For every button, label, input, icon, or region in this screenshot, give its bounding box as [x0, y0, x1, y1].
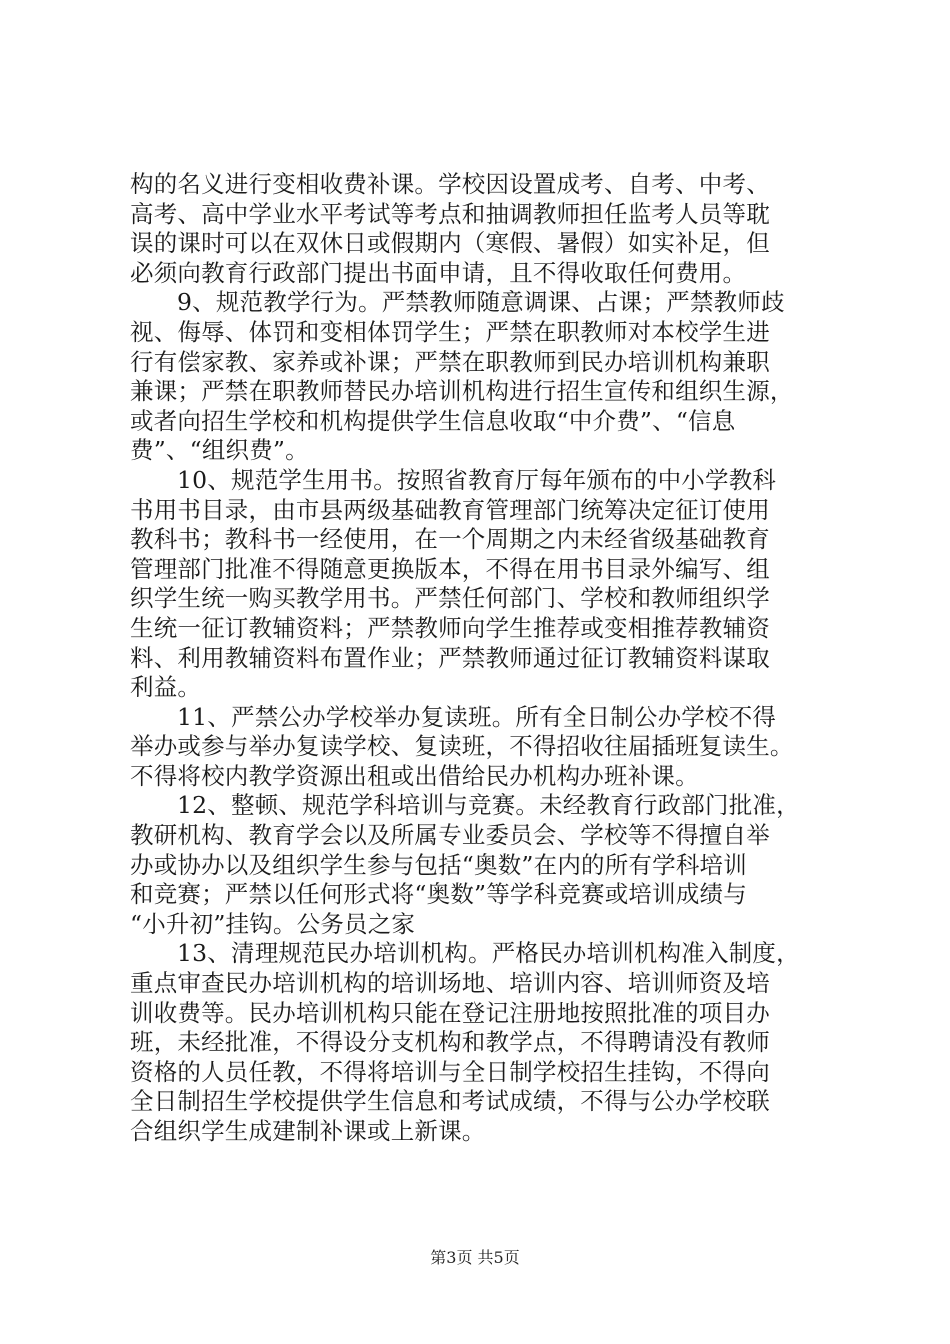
- paragraph-item-12: [130, 791, 830, 939]
- text-line: 必须向教育行政部门提出书面申请，且不得收取任何费用。: [130, 258, 747, 287]
- text-line: “小升初”挂钩。公务员之家: [130, 909, 416, 938]
- text-line: 或者向招生学校和机构提供学生信息收取“中介费”、“信息: [130, 406, 736, 435]
- text-line: 13、清理规范民办培训机构。严格民办培训机构准入制度，: [177, 939, 800, 968]
- paragraph-item-9: [130, 288, 830, 466]
- text-line: 教科书；教科书一经使用，在一个周期之内未经省级基础教育: [130, 525, 770, 554]
- text-line: 10、规范学生用书。按照省教育厅每年颁布的中小学教科: [177, 465, 777, 494]
- text-line: 兼课；严禁在职教师替民办培训机构进行招生宣传和组织生源，: [130, 377, 794, 406]
- text-line: 行有偿家教、家养或补课；严禁在职教师到民办培训机构兼职: [130, 347, 770, 376]
- text-line: 生统一征订教辅资料；严禁教师向学生推荐或变相推荐教辅资: [130, 613, 770, 642]
- text-line: 11、严禁公办学校举办复读班。所有全日制公办学校不得: [177, 702, 777, 731]
- text-line: 不得将校内教学资源出租或出借给民办机构办班补课。: [130, 761, 699, 790]
- paragraph-item-11: [130, 703, 830, 792]
- text-line: 误的课时可以在双休日或假期内（寒假、暑假）如实补足，但: [130, 229, 770, 258]
- text-line: 管理部门批准不得随意更换版本，不得在用书目录外编写、组: [130, 554, 770, 583]
- text-line: 9、规范教学行为。严禁教师随意调课、占课；严禁教师歧: [177, 288, 785, 317]
- text-line: 书用书目录，由市县两级基础教育管理部门统筹决定征订使用: [130, 495, 770, 524]
- text-line: 视、侮辱、体罚和变相体罚学生；严禁在职教师对本校学生进: [130, 317, 770, 346]
- text-line: 合组织学生成建制补课或上新课。: [130, 1117, 486, 1145]
- text-line: 12、整顿、规范学科培训与竞赛。未经教育行政部门批准，: [177, 791, 800, 820]
- text-line: 费”、“组织费”。: [130, 436, 309, 465]
- text-line: 班，未经批准，不得设分支机构和教学点，不得聘请没有教师: [130, 1028, 770, 1057]
- paragraph-continuation: [130, 170, 830, 288]
- text-line: 利益。: [130, 673, 202, 702]
- text-line: 全日制招生学校提供学生信息和考试成绩，不得与公办学校联: [130, 1087, 770, 1116]
- text-line: 训收费等。民办培训机构只能在登记注册地按照批准的项目办: [130, 998, 770, 1027]
- text-line: 举办或参与举办复读学校、复读班，不得招收往届插班复读生。: [130, 732, 794, 761]
- text-line: 重点审查民办培训机构的培训场地、培训内容、培训师资及培: [130, 969, 770, 998]
- page-number-footer: 第3页 共5页: [430, 1248, 520, 1267]
- text-line: 高考、高中学业水平考试等考点和抽调教师担任监考人员等耽: [130, 199, 770, 228]
- text-line: 织学生统一购买教学用书。严禁任何部门、学校和教师组织学: [130, 584, 770, 613]
- text-line: 资格的人员任教，不得将培训与全日制学校招生挂钩，不得向: [130, 1057, 770, 1086]
- text-line: 办或协办以及组织学生参与包括“奥数”在内的所有学科培训: [130, 850, 747, 879]
- text-line: 教研机构、教育学会以及所属专业委员会、学校等不得擅自举: [130, 821, 770, 850]
- text-line: 料、利用教辅资料布置作业；严禁教师通过征订教辅资料谋取: [130, 643, 770, 672]
- document-body: [130, 170, 830, 1147]
- paragraph-item-10: [130, 466, 830, 703]
- text-line: 和竞赛；严禁以任何形式将“奥数”等学科竞赛或培训成绩与: [130, 880, 747, 909]
- paragraph-item-13: [130, 939, 830, 1146]
- text-line: 构的名义进行变相收费补课。学校因设置成考、自考、中考、: [130, 170, 770, 198]
